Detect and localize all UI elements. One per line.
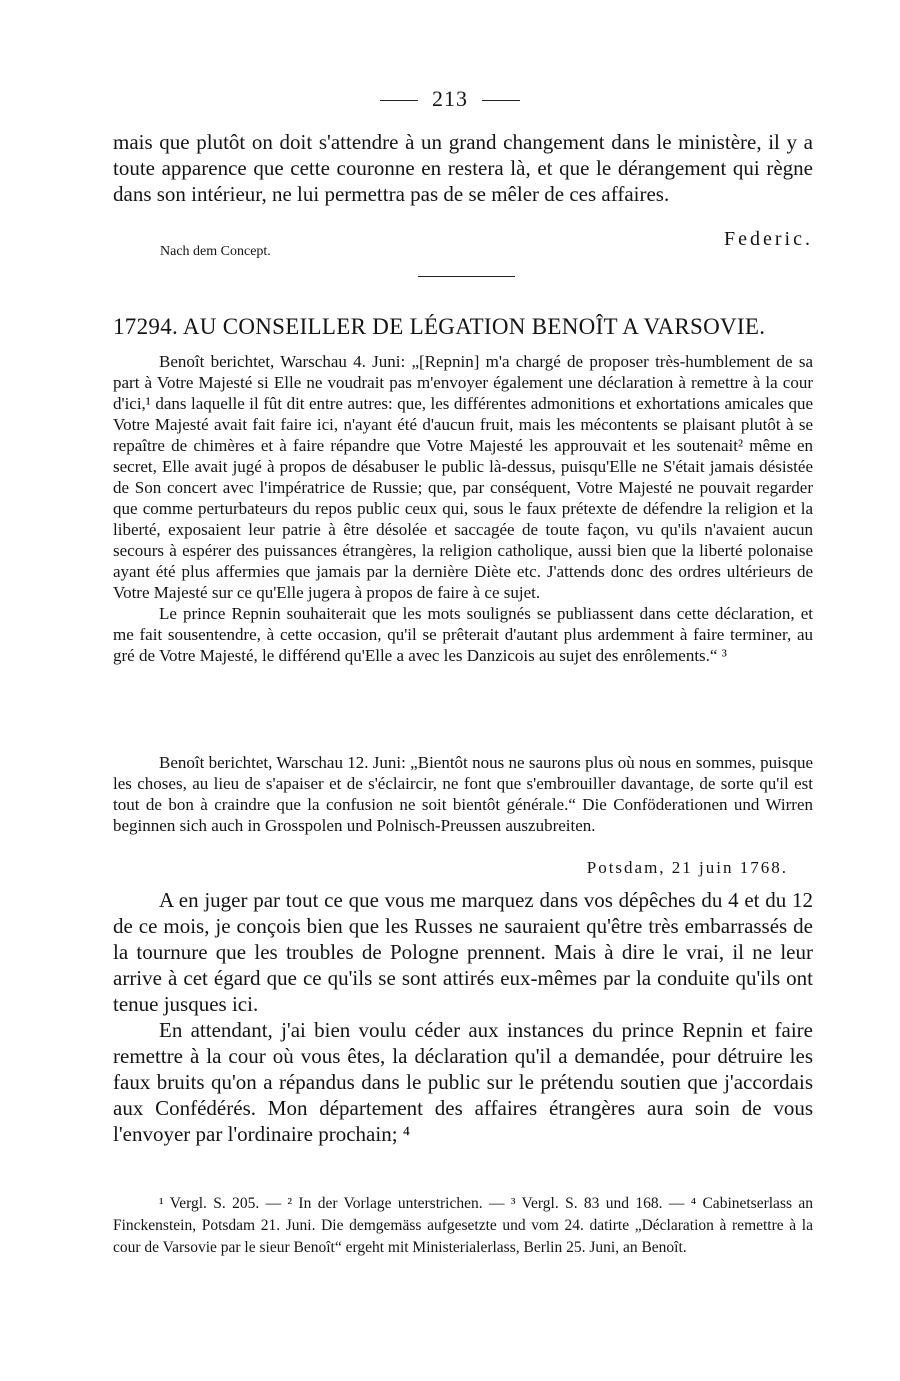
signature: Federic. (724, 228, 813, 250)
page-number: 213 (432, 86, 468, 111)
letter-heading: 17294. AU CONSEILLER DE LÉGATION BENOÎT A VARSOVIE. (113, 314, 766, 339)
page-header (0, 86, 900, 112)
report-second (113, 752, 813, 836)
letter-date: Potsdam, 21 juin 1768. (586, 858, 788, 877)
body-paragraph-1: A en juger par tout ce que vous me marquez dans vos dépêches du 4 et du 12 de ce mois, je conçois bien que les Russes ne sauraient qu'être très embarrassés de la tournure que les troubles de Pologne prennent. Mais à dire le vrai, il ne leur arrive à cet égard que ce qu'ils se sont attirés eux-mêmes par la conduite qu'ils ont tenue jusques ici. (113, 888, 813, 1016)
section-divider (418, 276, 515, 277)
source-note: Nach dem Concept. (160, 244, 271, 259)
report-first (113, 351, 813, 666)
header-dash-right (482, 100, 520, 101)
report-second-paragraph: Benoît berichtet, Warschau 12. Juni: „Bientôt nous ne saurons plus où nous en sommes, puisque les choses, au lieu de s'apaiser et de s'éclaircir, ne font que s'embrouiller davantage, de sorte qu'il est tout de bon à craindre que la confusion ne soit bientôt générale.“ Die Conföderationen und Wirren beginnen sich auch in Grosspolen und Polnisch-Preussen auszubreiten. (113, 753, 813, 835)
report-first-paragraph-1: Benoît berichtet, Warschau 4. Juni: „[Repnin] m'a chargé de proposer très-humblement de sa part à Votre Majesté si Elle ne voudrait pas m'envoyer également une déclaration à remettre à la cour d'ici,¹ dans laquelle il fût dit entre autres: que, les différentes admonitions et exhortations amicales que Votre Majesté avait fait faire ici, n'ayant été d'aucun fruit, mais les mécontents se plaisant plutôt à se repaître de chimères et à faire répandre que Votre Majesté les approuvait et les soutenait² même en secret, Elle avait jugé à propos de désabuser le public là-dessus, puisqu'Elle ne S'était jamais désistée de Son concert avec l'impératrice de Russie; que, par conséquent, Votre Majesté ne pouvait regarder que comme perturbateurs du repos public ceux qui, sous le faux prétexte de défendre la religion et la liberté, exposaient leur patrie à être désolée et saccagée de toute façon, vu qu'ils n'avaient aucun secours à espérer des puissances étrangères, la religion catholique, aussi bien que la liberté polonaise ayant été plus affermies que jamais par la dernière Diète etc. J'attends donc des ordres ultérieurs de Votre Majesté sur ce qu'Elle jugera à propos de faire à ce sujet. (113, 352, 813, 602)
body-paragraph-2: En attendant, j'ai bien voulu céder aux instances du prince Repnin et faire remettre à la cour où vous êtes, la déclaration qu'il a demandée, pour détruire les faux bruits qu'on a répandus dans le public sur le prétendu soutien que j'accordais aux Confédérés. Mon département des affaires étrangères aura soin de vous l'envoyer par l'ordinaire prochain; ⁴ (113, 1018, 813, 1146)
letter-body (113, 887, 813, 1147)
continuation-paragraph (113, 129, 813, 207)
footnotes-text: ¹ Vergl. S. 205. — ² In der Vorlage unterstrichen. — ³ Vergl. S. 83 und 168. — ⁴ Cabinetserlass an Finckenstein, Potsdam 21. Juni. Die demgemäss aufgesetzte und vom 24. datirte „Déclaration à remettre à la cour de Varsovie par le sieur Benoît“ ergeht mit Ministerialerlass, Berlin 25. Juni, an Benoît. (113, 1195, 813, 1256)
footnotes (113, 1193, 813, 1259)
header-dash-left (380, 100, 418, 101)
report-first-paragraph-2: Le prince Repnin souhaiterait que les mots soulignés se publiassent dans cette déclaration, et me fait sousentendre, à cette occasion, qu'il se prêterait d'autant plus ardemment à faire terminer, au gré de Votre Majesté, le différend qu'Elle a avec les Danzicois au sujet des enrôlements.“ ³ (113, 604, 813, 665)
continuation-text: mais que plutôt on doit s'attendre à un grand changement dans le ministère, il y a toute apparence que cette couronne en restera là, et que le dérangement qui règne dans son intérieur, ne lui permettra pas de se mêler de ces affaires. (113, 130, 813, 206)
